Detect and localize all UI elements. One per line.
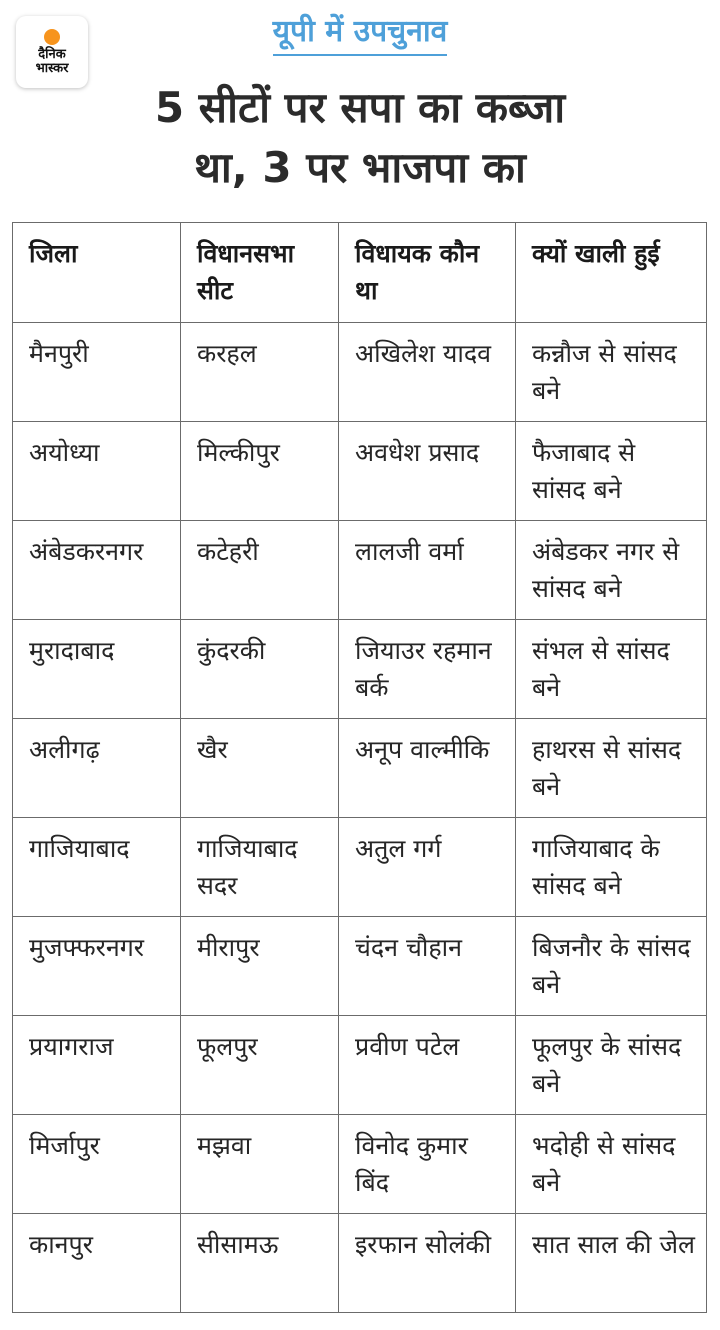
cell-district: मुजफ्फरनगर [13,917,181,1016]
cell-mla: प्रवीण पटेल [339,1016,516,1115]
cell-seat: कुंदरकी [181,620,339,719]
cell-mla: अखिलेश यादव [339,323,516,422]
header-district: जिला [13,223,181,323]
cell-reason: हाथरस से सांसद बने [516,719,707,818]
cell-district: अयोध्या [13,422,181,521]
logo-text-line1: दैनिक [38,46,66,62]
cell-seat: कटेहरी [181,521,339,620]
table-row [13,323,707,422]
cell-seat: फूलपुर [181,1016,339,1115]
cell-seat: खैर [181,719,339,818]
cell-district: मिर्जापुर [13,1115,181,1214]
cell-reason: अंबेडकर नगर से सांसद बने [516,521,707,620]
cell-mla: अनूप वाल्मीकि [339,719,516,818]
table-row [13,422,707,521]
table-row [13,818,707,917]
table-header-row [13,223,707,323]
cell-district: कानपुर [13,1214,181,1313]
header-seat: विधानसभा सीट [181,223,339,323]
cell-reason: फूलपुर के सांसद बने [516,1016,707,1115]
cell-mla: अवधेश प्रसाद [339,422,516,521]
cell-mla: विनोद कुमार बिंद [339,1115,516,1214]
table-row [13,1115,707,1214]
cell-seat: मिल्कीपुर [181,422,339,521]
cell-reason: कन्नौज से सांसद बने [516,323,707,422]
cell-mla: इरफान सोलंकी [339,1214,516,1313]
cell-seat: मझवा [181,1115,339,1214]
header-reason: क्यों खाली हुई [516,223,707,323]
table-row [13,1016,707,1115]
kicker-text: यूपी में उपचुनाव [273,12,448,56]
cell-district: मैनपुरी [13,323,181,422]
cell-seat: मीरापुर [181,917,339,1016]
table-row [13,620,707,719]
cell-mla: अतुल गर्ग [339,818,516,917]
title-line-2: था, 3 पर भाजपा का [194,143,526,192]
cell-seat: सीसामऊ [181,1214,339,1313]
cell-reason: फैजाबाद से सांसद बने [516,422,707,521]
kicker [0,12,720,56]
cell-mla: जियाउर रहमान बर्क [339,620,516,719]
cell-reason: बिजनौर के सांसद बने [516,917,707,1016]
table-row [13,521,707,620]
cell-reason: सात साल की जेल [516,1214,707,1313]
bypoll-seats-table [12,222,707,1313]
cell-reason: गाजियाबाद के सांसद बने [516,818,707,917]
cell-mla: लालजी वर्मा [339,521,516,620]
cell-district: अंबेडकरनगर [13,521,181,620]
header-mla: विधायक कौन था [339,223,516,323]
cell-seat: करहल [181,323,339,422]
cell-district: गाजियाबाद [13,818,181,917]
table-row [13,719,707,818]
table-row [13,917,707,1016]
cell-reason: भदोही से सांसद बने [516,1115,707,1214]
cell-district: मुरादाबाद [13,620,181,719]
page-title [0,78,720,198]
cell-reason: संभल से सांसद बने [516,620,707,719]
logo-text-line2: भास्कर [35,60,69,76]
title-line-1: 5 सीटों पर सपा का कब्जा [154,83,566,132]
cell-seat: गाजियाबाद सदर [181,818,339,917]
cell-district: अलीगढ़ [13,719,181,818]
cell-district: प्रयागराज [13,1016,181,1115]
table-row [13,1214,707,1313]
cell-mla: चंदन चौहान [339,917,516,1016]
